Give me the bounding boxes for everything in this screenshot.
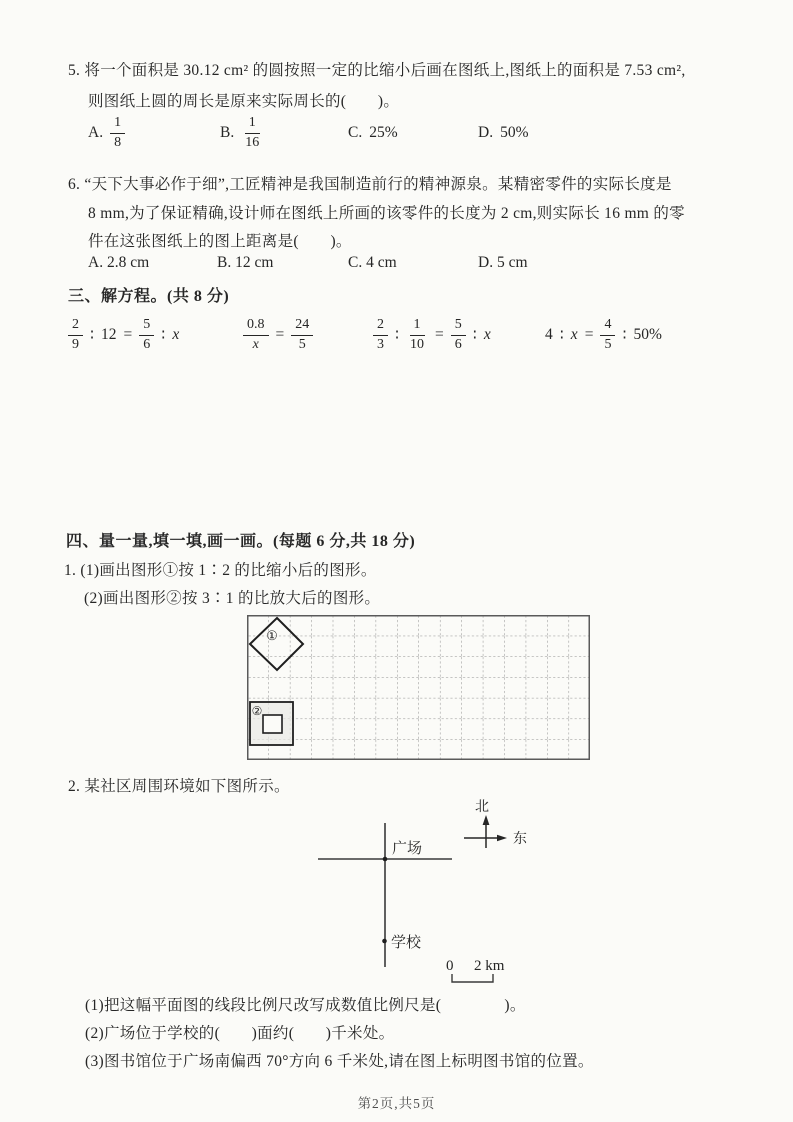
- shape2-inner-square: [263, 715, 282, 733]
- drawing-grid: [247, 615, 590, 760]
- ratio-sign: ∶: [90, 326, 95, 344]
- variable-x: x: [172, 326, 180, 343]
- q5-option-c: [348, 113, 398, 153]
- fraction-denominator: 16: [245, 134, 260, 150]
- option-value: 25%: [369, 124, 398, 141]
- q6-option-a: A. 2.8 cm: [88, 254, 150, 271]
- fraction: [451, 317, 466, 352]
- option-label: A.: [88, 124, 104, 141]
- fraction-denominator: x: [252, 336, 259, 352]
- page-number: 第2页,共5页: [357, 1096, 436, 1111]
- fraction-numerator: 1: [410, 317, 425, 335]
- plaza-label: 广场: [392, 841, 423, 857]
- fraction-numerator: 4: [600, 317, 615, 335]
- q6-option-c: C. 4 cm: [348, 254, 397, 271]
- q6-line2: 8 mm,为了保证精确,设计师在图纸上所画的该零件的长度为 2 cm,则实际长 16 mm 的零: [88, 205, 685, 222]
- option-label: B.: [220, 124, 235, 141]
- compass-east-arrowhead-icon: [497, 835, 507, 842]
- fraction-numerator: 24: [291, 317, 313, 335]
- fraction: [139, 317, 154, 352]
- term: 12: [101, 326, 117, 343]
- compass-north-label: 北: [475, 800, 489, 815]
- s4-q2-sub3: (3)图书馆位于广场南偏西 70°方向 6 千米处,请在图上标明图书馆的位置。: [85, 1053, 594, 1070]
- s4-q2-intro: 2. 某社区周围环境如下图所示。: [68, 778, 290, 795]
- fraction-denominator: 5: [298, 336, 306, 352]
- school-label: 学校: [391, 935, 422, 951]
- fraction-numerator: 1: [110, 115, 125, 133]
- school-dot: [382, 939, 387, 944]
- fraction-denominator: 6: [143, 336, 151, 352]
- q6-line1: 6. “天下大事必作于细”,工匠精神是我国制造前行的精神源泉。某精密零件的实际长度是: [68, 176, 672, 193]
- ratio-sign: ∶: [161, 326, 166, 344]
- fraction: [110, 115, 125, 150]
- shape1-label: ①: [266, 628, 278, 643]
- fraction: [241, 115, 263, 150]
- variable-x: x: [483, 326, 491, 343]
- s4-q1-line2: (2)画出图形②按 3∶1 的比放大后的图形。: [84, 590, 381, 607]
- equation-4: [545, 308, 662, 362]
- fraction: [373, 317, 388, 352]
- option-value: 50%: [500, 124, 529, 141]
- term: 50%: [633, 326, 662, 343]
- fraction: [600, 317, 615, 352]
- s4-q2-sub2: (2)广场位于学校的( )面约( )千米处。: [85, 1025, 395, 1042]
- equation-3: [373, 308, 491, 362]
- scale-bar-bracket: [452, 974, 493, 982]
- q6-line3: 件在这张图纸上的图上距离是( )。: [88, 233, 352, 250]
- scale-zero-label: 0: [446, 958, 454, 974]
- equals-sign: =: [123, 326, 133, 343]
- fraction-denominator: 8: [114, 134, 122, 150]
- neighbourhood-map: [300, 795, 540, 990]
- fraction-numerator: 2: [68, 317, 83, 335]
- q6-option-d: D. 5 cm: [478, 254, 528, 271]
- s4-q1-line1: 1. (1)画出图形①按 1∶2 的比缩小后的图形。: [64, 562, 377, 579]
- ratio-sign: ∶: [622, 326, 627, 344]
- fraction-numerator: 0.8: [243, 317, 269, 335]
- ratio-sign: ∶: [395, 326, 400, 344]
- plaza-dot: [383, 857, 388, 862]
- fraction-denominator: 10: [410, 336, 425, 352]
- fraction-numerator: 5: [451, 317, 466, 335]
- equals-sign: =: [584, 326, 594, 343]
- term: 4: [545, 326, 553, 343]
- fraction-denominator: 3: [377, 336, 384, 352]
- option-label: C.: [348, 124, 363, 141]
- section3-title: 三、解方程。(共 8 分): [68, 288, 230, 305]
- q6-option-b: B. 12 cm: [217, 254, 274, 271]
- compass-east-label: 东: [513, 832, 527, 847]
- equals-sign: =: [275, 326, 285, 343]
- option-label: D.: [478, 124, 494, 141]
- fraction-numerator: 1: [245, 115, 260, 133]
- q5-line2: 则图纸上圆的周长是原来实际周长的( )。: [88, 93, 400, 110]
- section4-title: 四、量一量,填一填,画一画。(每题 6 分,共 18 分): [66, 533, 416, 550]
- compass-north-arrowhead-icon: [483, 815, 490, 825]
- fraction-numerator: 2: [373, 317, 388, 335]
- equation-1: [68, 308, 179, 362]
- equation-2: [243, 308, 313, 362]
- fraction-denominator: 9: [72, 336, 79, 352]
- ratio-sign: ∶: [472, 326, 477, 344]
- scale-value-label: 2 km: [474, 958, 505, 974]
- fraction-denominator: 5: [604, 336, 612, 352]
- q5-option-b: [220, 113, 263, 153]
- fraction: [291, 317, 313, 352]
- q5-line1: 5. 将一个面积是 30.12 cm² 的圆按照一定的比缩小后画在图纸上,图纸上的面积是 7.53 cm²,: [68, 62, 686, 79]
- q5-option-a: [88, 113, 125, 153]
- fraction-numerator: 5: [139, 317, 154, 335]
- grid-dashed-cells: [247, 615, 590, 760]
- q5-option-d: [478, 113, 529, 153]
- fraction: [243, 317, 269, 352]
- s4-q2-sub1: (1)把这幅平面图的线段比例尺改写成数值比例尺是( )。: [85, 997, 526, 1014]
- shape2-label: ②: [251, 704, 263, 718]
- fraction-denominator: 6: [454, 336, 462, 352]
- fraction: [406, 317, 428, 352]
- fraction: [68, 317, 83, 352]
- equals-sign: =: [435, 326, 444, 343]
- variable-x: x: [570, 326, 578, 343]
- ratio-sign: ∶: [559, 326, 564, 344]
